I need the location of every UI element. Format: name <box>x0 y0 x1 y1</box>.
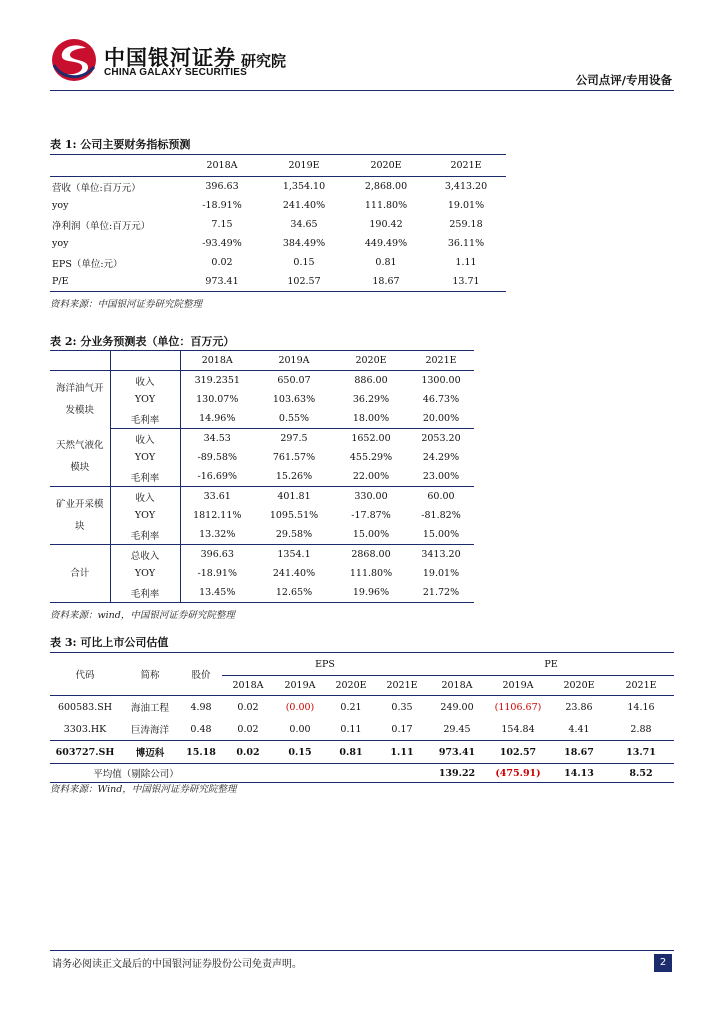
cell: 886.00 <box>354 375 388 386</box>
cell: 8.52 <box>629 767 653 779</box>
page-number: 2 <box>654 954 672 972</box>
metric-label: 收入 <box>110 429 180 449</box>
table-header-row <box>50 155 506 177</box>
cell: 2.88 <box>630 723 652 735</box>
metric-label: 收入 <box>110 371 180 391</box>
cell: 139.22 <box>438 767 476 779</box>
cell: 4.41 <box>568 723 590 735</box>
metric-label: YOY <box>110 564 180 583</box>
table-row <box>50 371 474 391</box>
cell: 241.40% <box>282 200 326 211</box>
table1-source: 资料来源：中国银河证券研究院整理 <box>50 299 203 310</box>
cell: 33.61 <box>203 491 231 502</box>
metric-label: 毛利率 <box>110 583 180 603</box>
cell: 111.80% <box>364 200 408 211</box>
cell: 巨涛海洋 <box>130 725 169 736</box>
segment-label: 合计 <box>50 545 110 603</box>
row-label: P/E <box>52 276 69 287</box>
eps-group-header: EPS <box>222 653 428 676</box>
cell: 15.00% <box>408 525 474 545</box>
cell: 36.29% <box>352 394 390 405</box>
cell: 102.57 <box>486 741 550 764</box>
year-header: 2018A <box>180 351 254 371</box>
row-label: 净利润（单位:百万元） <box>52 220 151 232</box>
cell: 761.57% <box>272 452 316 463</box>
cell: 401.81 <box>277 491 311 502</box>
cell: 297.5 <box>280 433 308 444</box>
row-label: EPS（单位:元） <box>52 258 123 270</box>
row-label: yoy <box>52 200 69 211</box>
cell: 15.00% <box>334 525 408 545</box>
year-header: 2021E <box>608 676 674 696</box>
cell: 24.29% <box>422 452 460 463</box>
brand-name-en: CHINA GALAXY SECURITIES <box>104 67 247 78</box>
cell: 19.96% <box>352 587 390 598</box>
table-row <box>50 196 506 215</box>
cell: 249.00 <box>440 701 474 713</box>
table-row <box>50 429 474 449</box>
table-row <box>50 272 506 292</box>
cell: 2053.20 <box>421 433 461 444</box>
cell: 319.2351 <box>194 375 240 386</box>
cell: 1354.1 <box>277 549 311 560</box>
cell: 0.02 <box>211 257 233 268</box>
cell: 0.02 <box>237 701 259 713</box>
cell: 14.16 <box>627 701 655 713</box>
year-header: 2020E <box>326 676 376 696</box>
table-row <box>50 545 474 565</box>
cell: 0.81 <box>375 257 397 268</box>
report-category: 公司点评/专用设备 <box>575 73 672 87</box>
metric-label: YOY <box>110 390 180 409</box>
segment-label: 海洋油气开发模块 <box>50 371 110 429</box>
highlight-row <box>50 741 674 764</box>
table-header-row <box>50 351 474 371</box>
table-row <box>50 390 474 409</box>
year-header: 2020E <box>550 676 608 696</box>
cell: 130.07% <box>196 394 239 405</box>
cell: (0.00) <box>285 701 315 713</box>
metric-label: 毛利率 <box>110 467 180 487</box>
cell: -18.91% <box>197 568 237 579</box>
cell: 12.65% <box>275 587 313 598</box>
cell: 0.17 <box>391 723 413 735</box>
segment-forecast-table <box>50 350 474 603</box>
brand-name-cn: 中国银河证券 <box>104 46 236 70</box>
cell: 2868.00 <box>351 549 391 560</box>
table2-caption: 表 2: 分业务预测表（单位：百万元） <box>50 335 235 348</box>
table-row <box>50 525 474 545</box>
table3-source: 资料来源：Wind，中国银河证券研究院整理 <box>50 784 237 795</box>
cell: 18.67 <box>372 276 400 287</box>
cell: 0.02 <box>222 741 274 764</box>
cell: 396.63 <box>205 181 239 192</box>
cell: -93.49% <box>202 238 242 249</box>
cell: 3303.HK <box>63 723 107 735</box>
cell: -17.87% <box>351 510 391 521</box>
cell: 241.40% <box>272 568 316 579</box>
cell: 0.15 <box>274 741 326 764</box>
header-divider <box>50 90 674 91</box>
cell: 0.15 <box>293 257 315 268</box>
cell: 23.86 <box>565 701 593 713</box>
cell: 1.11 <box>455 257 477 268</box>
cell: 13.45% <box>199 587 236 598</box>
cell: 1.11 <box>376 741 428 764</box>
cell: 海油工程 <box>130 703 169 714</box>
cell: 23.00% <box>408 467 474 487</box>
financial-forecast-table <box>50 154 506 292</box>
cell: 14.96% <box>180 409 254 429</box>
table-row <box>50 487 474 507</box>
cell: 20.00% <box>408 409 474 429</box>
institute-label: 研究院 <box>241 52 287 70</box>
table-row <box>50 234 506 253</box>
table-row <box>50 564 474 583</box>
cell: 603727.SH <box>50 741 120 764</box>
cell: 1652.00 <box>351 433 391 444</box>
segment-label: 天然气液化模块 <box>50 429 110 487</box>
cell: 34.65 <box>290 219 318 230</box>
cell: 15.26% <box>254 467 334 487</box>
row-label: 营收（单位:百万元） <box>52 182 141 194</box>
cell: 0.00 <box>289 723 311 735</box>
cell: 1300.00 <box>421 375 461 386</box>
table-row <box>50 506 474 525</box>
metric-label: YOY <box>110 448 180 467</box>
cell: 3413.20 <box>421 549 461 560</box>
cell: 111.80% <box>349 568 393 579</box>
year-header: 2019A <box>254 351 334 371</box>
year-header: 2018A <box>428 676 486 696</box>
cell: 21.72% <box>422 587 460 598</box>
table-row <box>50 448 474 467</box>
year-header: 2018A <box>182 155 262 177</box>
cell: 15.18 <box>180 741 222 764</box>
cell: -81.82% <box>421 510 461 521</box>
galaxy-logo-icon <box>50 37 98 83</box>
cell: 190.42 <box>369 219 403 230</box>
pe-group-header: PE <box>428 653 674 676</box>
cell: 1,354.10 <box>282 181 326 192</box>
cell: 0.81 <box>326 741 376 764</box>
cell: 60.00 <box>427 491 455 502</box>
cell: -16.69% <box>180 467 254 487</box>
cell: 7.15 <box>211 219 233 230</box>
cell: 36.11% <box>447 238 485 249</box>
table-row <box>50 467 474 487</box>
col-code-header: 代码 <box>50 653 120 696</box>
year-header: 2019E <box>262 155 346 177</box>
cell: 13.71 <box>452 276 480 287</box>
metric-label: 毛利率 <box>110 525 180 545</box>
cell: 103.63% <box>272 394 316 405</box>
metric-label: YOY <box>110 506 180 525</box>
table-row <box>50 215 506 234</box>
cell: 18.67 <box>550 741 608 764</box>
footer-divider <box>50 950 674 951</box>
cell: 4.98 <box>190 701 212 713</box>
year-header: 2020E <box>334 351 408 371</box>
year-header: 2020E <box>346 155 426 177</box>
cell: -18.91% <box>202 200 242 211</box>
table-header-row <box>50 653 674 676</box>
cell: 13.71 <box>608 741 674 764</box>
cell: 330.00 <box>354 491 388 502</box>
cell: 0.21 <box>340 701 362 713</box>
cell: 154.84 <box>501 723 535 735</box>
year-header: 2019A <box>274 676 326 696</box>
cell: 0.11 <box>340 723 362 735</box>
cell: 102.57 <box>287 276 321 287</box>
cell: 973.41 <box>428 741 486 764</box>
year-header: 2021E <box>426 155 506 177</box>
cell: 0.35 <box>391 701 413 713</box>
cell: 18.00% <box>334 409 408 429</box>
cell: 13.32% <box>180 525 254 545</box>
metric-label: 毛利率 <box>110 409 180 429</box>
table3-caption: 表 3: 可比上市公司估值 <box>50 636 169 649</box>
cell: 0.48 <box>190 723 212 735</box>
disclaimer: 请务必阅读正文最后的中国银河证券股份公司免责声明。 <box>52 959 302 970</box>
row-label: yoy <box>52 238 69 249</box>
cell: 2,868.00 <box>364 181 408 192</box>
metric-label: 总收入 <box>110 545 180 565</box>
cell: 259.18 <box>449 219 483 230</box>
table-row <box>50 718 674 741</box>
year-header: 2021E <box>408 351 474 371</box>
table2-source: 资料来源：wind，中国银河证券研究院整理 <box>50 610 235 621</box>
segment-label: 矿业开采模块 <box>50 487 110 545</box>
cell: 14.13 <box>564 767 594 779</box>
table-row <box>50 583 474 603</box>
cell: 0.02 <box>237 723 259 735</box>
cell: 22.00% <box>334 467 408 487</box>
cell: 29.45 <box>443 723 471 735</box>
table-row <box>50 253 506 272</box>
average-label: 平均值（剔除公司） <box>93 769 179 780</box>
col-name-header: 简称 <box>120 653 180 696</box>
cell: (1106.67) <box>494 701 542 713</box>
cell: 0.55% <box>254 409 334 429</box>
year-header: 2019A <box>486 676 550 696</box>
cell: 449.49% <box>364 238 408 249</box>
cell: 600583.SH <box>57 701 113 713</box>
cell: -89.58% <box>197 452 237 463</box>
comparable-valuation-table <box>50 652 674 783</box>
cell: 455.29% <box>349 452 393 463</box>
table1-caption: 表 1: 公司主要财务指标预测 <box>50 138 191 151</box>
metric-label: 收入 <box>110 487 180 507</box>
cell: 19.01% <box>422 568 460 579</box>
cell: 46.73% <box>422 394 460 405</box>
year-header: 2018A <box>222 676 274 696</box>
cell: 34.53 <box>203 433 231 444</box>
cell: 396.63 <box>200 549 234 560</box>
cell: 博迈科 <box>120 741 180 764</box>
table-row <box>50 177 506 197</box>
cell: 3,413.20 <box>444 181 488 192</box>
year-header: 2021E <box>376 676 428 696</box>
cell: (475.91) <box>495 767 541 779</box>
col-price-header: 股价 <box>180 653 222 696</box>
cell: 1812.11% <box>193 510 242 521</box>
cell: 973.41 <box>205 276 239 287</box>
table-row <box>50 409 474 429</box>
average-row <box>50 764 674 783</box>
cell: 19.01% <box>447 200 485 211</box>
cell: 384.49% <box>282 238 326 249</box>
cell: 1095.51% <box>269 510 319 521</box>
cell: 29.58% <box>254 525 334 545</box>
table-row <box>50 696 674 719</box>
cell: 650.07 <box>277 375 311 386</box>
